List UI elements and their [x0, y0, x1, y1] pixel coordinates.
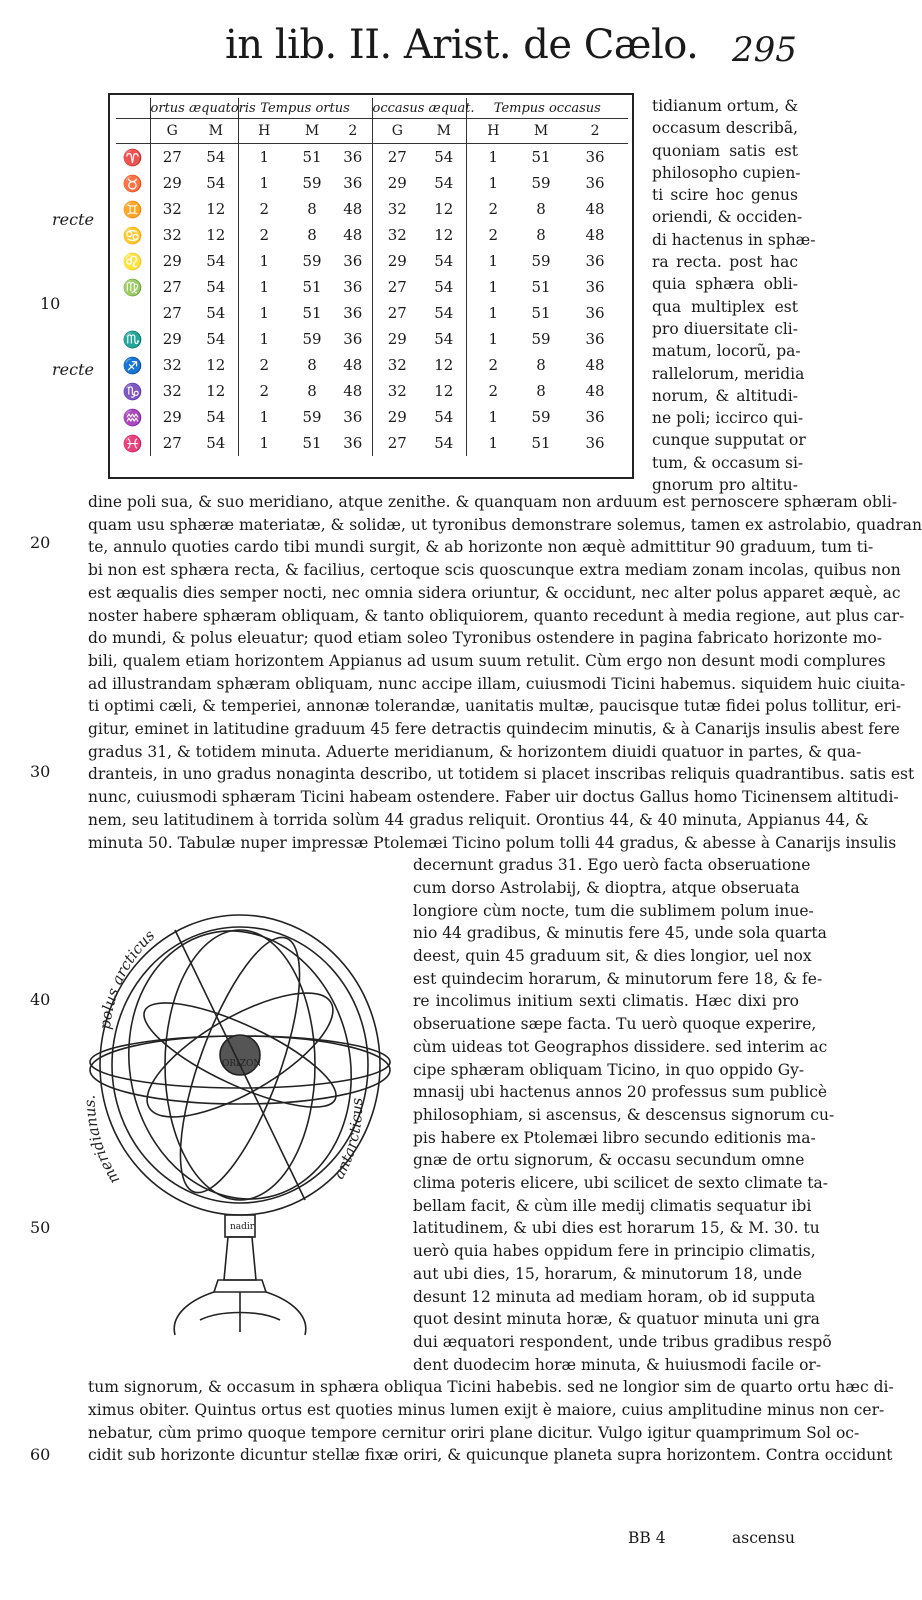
group-header: ortus æquatoris — [150, 98, 238, 119]
line-number: 50 — [30, 1218, 51, 1237]
table-cell: 1 — [238, 274, 290, 300]
group-header: occasus æquat. — [372, 98, 466, 119]
column-header: H — [238, 119, 290, 144]
table-cell: 36 — [343, 278, 363, 296]
table-cell: 1 — [466, 248, 520, 274]
table-cell: 48 — [585, 356, 605, 374]
table-cell: 27 — [150, 274, 194, 300]
table-cell: 29 — [150, 404, 194, 430]
running-head: in lib. II. Arist. de Cælo. — [225, 22, 699, 68]
table-cell: 54 — [206, 330, 226, 348]
table-cell: 48 — [585, 200, 605, 218]
zodiac-sign — [116, 300, 150, 326]
table-cell: 36 — [343, 408, 363, 426]
text-line: cum dorso Astrolabij, & dioptra, atque obseruata — [413, 878, 800, 897]
text-line: re incolimus initium sexti climatis. Hæc dixi pro — [413, 992, 799, 1011]
text-line: oriendi, & occiden- — [652, 208, 803, 227]
table-cell: 32 — [372, 196, 422, 222]
table-cell: 32 — [150, 222, 194, 248]
table-cell: 1 — [466, 274, 520, 300]
table-row — [116, 196, 628, 222]
zodiac-sign: ♋ — [122, 225, 143, 245]
side-label-recte: recte — [52, 210, 94, 229]
page-number: 295 — [732, 30, 797, 70]
table-cell: 8 — [536, 382, 546, 400]
label-nadir: nadir — [230, 1222, 255, 1232]
table-cell: 1 — [238, 248, 290, 274]
text-line: nunc, cuiusmodi sphæram Ticini habeam ostendere. Faber uir doctus Gallus homo Ticinensem altitudi- — [88, 788, 899, 807]
table-cell: 54 — [434, 330, 454, 348]
table-cell: 59 — [531, 174, 551, 192]
label-polus-arcticus: polus arcticus — [95, 926, 159, 1031]
text-line: philosophiam, si ascensus, & descensus signorum cu- — [413, 1105, 835, 1124]
text-line: occasum describã, — [652, 119, 798, 138]
table-cell: 59 — [302, 330, 322, 348]
table-cell: 36 — [585, 330, 605, 348]
text-line: gitur, eminet in latitudine graduum 45 fere detractis quindecim minutis, & à Canarijs insulis abest fere — [88, 720, 900, 739]
table-row — [116, 430, 628, 456]
table-cell: 27 — [372, 300, 422, 326]
text-line: ra recta. post hac — [652, 253, 798, 272]
text-line: noster habere sphæram obliquam, & tanto obliquiorem, quanto recedunt à media regione, aut plus car- — [88, 606, 905, 625]
catchword: ascensu — [732, 1529, 795, 1547]
table-cell: 1 — [466, 144, 520, 171]
table-row — [116, 300, 628, 326]
table-cell: 1 — [238, 300, 290, 326]
table-cell: 51 — [531, 278, 551, 296]
table-row — [116, 222, 628, 248]
zodiac-sign: ♑ — [122, 381, 143, 401]
signature-mark: BB 4 — [628, 1529, 666, 1547]
table-cell: 1 — [466, 430, 520, 456]
text-line: ne poli; iccirco qui- — [652, 409, 804, 428]
column-header: G — [150, 119, 194, 144]
zodiac-sign: ♒ — [122, 407, 143, 427]
text-line: tum, & occasum si- — [652, 453, 804, 472]
table-cell: 59 — [531, 252, 551, 270]
text-line: minuta 50. Tabulæ nuper impressæ Ptolemæi Ticino polum tolli 44 gradus, & abesse à Canarijs insulis — [88, 833, 897, 852]
table-cell: 1 — [466, 404, 520, 430]
sign-column-header — [116, 119, 150, 144]
text-beside-figure — [413, 854, 835, 1376]
table-cell: 29 — [150, 248, 194, 274]
main-text-block — [88, 491, 922, 854]
text-line: dui æquatori respondent, unde tribus gradibus respõ — [413, 1332, 832, 1351]
line-number: 40 — [30, 990, 51, 1009]
text-line: deest, quin 45 graduum sit, & dies longior, uel nox — [413, 947, 812, 965]
table-cell: 12 — [206, 226, 226, 244]
table-cell: 8 — [307, 356, 317, 374]
table-cell: 27 — [150, 430, 194, 456]
table-cell: 59 — [531, 408, 551, 426]
text-line: qua multiplex est — [652, 297, 798, 316]
table-cell: 27 — [150, 144, 194, 171]
column-header: M — [194, 119, 238, 144]
right-column-text — [652, 95, 816, 496]
table-cell: 2 — [466, 222, 520, 248]
zodiac-sign: ♓ — [122, 433, 143, 453]
table-cell: 2 — [238, 378, 290, 404]
table-row — [116, 404, 628, 430]
line-number: 60 — [30, 1445, 51, 1464]
table-cell: 36 — [343, 174, 363, 192]
table-cell: 29 — [372, 170, 422, 196]
table-cell: 54 — [434, 278, 454, 296]
label-antarcticus: antarcticus — [329, 1097, 367, 1182]
text-line: dranteis, in uno gradus nonaginta describo, ut totidem si placet inscribas reliquis quadrantibus. satis est — [88, 765, 915, 784]
table-cell: 27 — [372, 430, 422, 456]
text-line: gnorum pro altitu- — [652, 476, 798, 495]
table-cell: 1 — [238, 326, 290, 352]
earth-globe — [220, 1035, 260, 1075]
table-cell: 54 — [434, 304, 454, 322]
table-cell: 54 — [206, 148, 226, 166]
text-line: obseruatione sæpe facta. Tu uerò quoque experire, — [413, 1015, 817, 1034]
table-cell: 2 — [466, 352, 520, 378]
armillary-sphere-figure — [80, 880, 400, 1345]
zodiac-sign: ♐ — [122, 355, 143, 375]
zodiac-sign: ♊ — [122, 199, 143, 219]
table-cell: 59 — [531, 330, 551, 348]
table-cell: 8 — [307, 226, 317, 244]
text-line: bi non est sphæra recta, & facilius, certoque scis quoscunque extra mediam zonam incolas, quibus non — [88, 561, 901, 580]
text-line: rallelorum, meridia — [652, 364, 805, 383]
table-cell: 2 — [238, 222, 290, 248]
table-cell: 54 — [434, 408, 454, 426]
text-line: ti optimi cæli, & temperiei, annonæ tolerandæ, uanitatis multæ, paucisque tutæ fidei polus tollitur, eri- — [88, 697, 902, 716]
group-header: Tempus occasus — [466, 98, 628, 119]
text-line: nebatur, cùm primo quoque tempore cernitur oriri plane dicitur. Vulgo igitur quamprimum Sol oc- — [88, 1423, 860, 1442]
table-cell: 2 — [238, 196, 290, 222]
zodiac-sign: ♍ — [122, 277, 143, 297]
text-line: clima poteris elicere, ubi scilicet de sexto climate ta- — [413, 1174, 828, 1193]
table-cell: 12 — [434, 356, 454, 374]
table-cell: 51 — [302, 148, 322, 166]
table-cell: 29 — [372, 326, 422, 352]
table-cell: 36 — [343, 434, 363, 452]
table-cell: 2 — [466, 378, 520, 404]
text-line: est æqualis dies semper nocti, nec omnia sidera oriuntur, & occidunt, nec alter polus apparet æquè, ac — [88, 583, 901, 602]
table-cell: 8 — [307, 382, 317, 400]
table-cell: 48 — [343, 382, 363, 400]
table-row — [116, 170, 628, 196]
text-line: gradus 31, & totidem minuta. Aduerte meridianum, & horizontem diuidi quatuor in partes, & qua- — [88, 742, 862, 761]
table-cell: 51 — [302, 434, 322, 452]
label-orizon: ORIZON — [222, 1059, 262, 1069]
column-header: M — [520, 119, 562, 144]
table-cell: 51 — [302, 278, 322, 296]
table-cell: 54 — [206, 408, 226, 426]
text-line: decernunt gradus 31. Ego uerò facta obseruatione — [413, 856, 811, 875]
text-line: mnasij ubi hactenus annos 20 professus sum publicè — [413, 1083, 828, 1102]
table-cell: 36 — [585, 278, 605, 296]
table-cell: 32 — [150, 378, 194, 404]
table-cell: 8 — [536, 356, 546, 374]
group-header: Tempus ortus — [238, 98, 372, 119]
table-cell: 36 — [343, 148, 363, 166]
column-header: G — [372, 119, 422, 144]
text-line: desunt 12 minuta ad mediam horam, ob id supputa — [413, 1287, 816, 1306]
zodiac-sign: ♏ — [122, 329, 143, 349]
table-cell: 1 — [238, 430, 290, 456]
closing-text-block — [88, 1376, 894, 1467]
text-line: aut ubi dies, 15, horarum, & minutorum 18, unde — [413, 1264, 803, 1283]
table-cell: 1 — [238, 404, 290, 430]
text-line: uerò quia habes oppidum fere in principio climatis, — [413, 1242, 816, 1261]
table-cell: 1 — [238, 144, 290, 171]
table-cell: 8 — [536, 200, 546, 218]
table-cell: 51 — [531, 148, 551, 166]
text-line: philosopho cupien- — [652, 163, 801, 182]
column-header: M — [290, 119, 334, 144]
line-number: 10 — [40, 294, 61, 313]
table-cell: 1 — [466, 300, 520, 326]
table-cell: 51 — [302, 304, 322, 322]
text-line: ti scire hoc genus — [652, 186, 798, 205]
text-line: gnæ de ortu signorum, & occasu secundum omne — [413, 1151, 805, 1170]
table-cell: 54 — [434, 252, 454, 270]
text-line: norum, & altitudi- — [652, 386, 798, 405]
text-line: ximus obiter. Quintus ortus est quoties minus lumen exijt è maiore, cuius amplitudine minus non cer- — [88, 1401, 885, 1419]
table-row — [116, 274, 628, 300]
table-cell: 54 — [206, 174, 226, 192]
text-line: cùm uideas tot Geographos dissidere. sed interim ac — [413, 1037, 828, 1056]
text-line: cunque supputat or — [652, 431, 806, 450]
table-cell: 12 — [434, 382, 454, 400]
table-cell: 36 — [585, 174, 605, 192]
table-cell: 29 — [372, 404, 422, 430]
label-meridianus: meridianus. — [80, 1094, 124, 1188]
zodiac-sign: ♌ — [122, 251, 143, 271]
table-cell: 36 — [585, 148, 605, 166]
table-cell: 12 — [434, 226, 454, 244]
table-cell: 59 — [302, 408, 322, 426]
table-cell: 12 — [206, 200, 226, 218]
table-cell: 8 — [536, 226, 546, 244]
table-cell: 12 — [206, 382, 226, 400]
text-line: ad illustrandam sphæram obliquam, nunc accipe illam, cuiusmodi Ticini habemus. siquidem huic ciuita- — [88, 674, 906, 693]
table-cell: 48 — [585, 226, 605, 244]
table-cell: 12 — [434, 200, 454, 218]
text-line: di hactenus in sphæ- — [652, 230, 816, 249]
text-line: quoniam satis est — [652, 141, 798, 160]
table-row — [116, 352, 628, 378]
table-cell: 36 — [585, 252, 605, 270]
column-header: H — [466, 119, 520, 144]
text-line: longiore cùm nocte, tum die sublimem polum inue- — [413, 901, 814, 920]
text-line: quia sphæra obli- — [652, 275, 798, 294]
table-cell: 1 — [238, 170, 290, 196]
table-cell: 1 — [466, 170, 520, 196]
column-header: M — [422, 119, 466, 144]
table-cell: 29 — [372, 248, 422, 274]
zodiac-sign: ♉ — [122, 173, 143, 193]
text-line: tum signorum, & occasum in sphæra obliqua Ticini habebis. sed ne longior sim de quarto ortu hæc di- — [88, 1378, 894, 1397]
table-cell: 54 — [434, 174, 454, 192]
text-line: quam usu sphæræ materiatæ, & solidæ, ut tyronibus demonstrare solemus, tamen ex astrolabio, quadran — [88, 515, 922, 534]
table-cell: 51 — [531, 304, 551, 322]
column-header: 2 — [562, 119, 628, 144]
text-line: te, annulo quoties cardo tibi mundi surgit, & ab horizonte non æquè admittitur 90 graduum, tum ti- — [88, 538, 874, 557]
table-cell: 59 — [302, 174, 322, 192]
table-cell: 54 — [206, 434, 226, 452]
table-cell: 29 — [150, 170, 194, 196]
table-cell: 48 — [343, 200, 363, 218]
line-number: 20 — [30, 533, 51, 552]
text-line: bili, qualem etiam horizontem Appianus ad usum suum retulit. Cùm ergo non desunt modi complures — [88, 651, 886, 670]
table-cell: 54 — [434, 148, 454, 166]
text-line: tidianum ortum, & — [652, 97, 799, 115]
text-line: dine poli sua, & suo meridiano, atque zenithe. & quanquam non arduum est pernoscere sphæram obli- — [88, 493, 898, 511]
side-label-recte: recte — [52, 360, 94, 379]
column-header: 2 — [334, 119, 372, 144]
table-cell: 48 — [585, 382, 605, 400]
table-cell: 2 — [466, 196, 520, 222]
table-cell: 12 — [206, 356, 226, 374]
table-cell: 29 — [150, 326, 194, 352]
table-cell: 27 — [150, 300, 194, 326]
text-line: pis habere ex Ptolemæi libro secundo editionis ma- — [413, 1128, 816, 1147]
table-cell: 36 — [585, 408, 605, 426]
text-line: cipe sphæram obliquam Ticino, in quo oppido Gy- — [413, 1060, 805, 1079]
table-cell: 32 — [150, 196, 194, 222]
header-spacer — [116, 98, 150, 119]
text-line: quot desint minuta horæ, & quatuor minuta uni gra — [413, 1310, 820, 1329]
text-line: bellam facit, & cùm ille medij climatis sequatur ibi — [413, 1196, 812, 1215]
table-cell: 27 — [372, 144, 422, 171]
text-line: cidit sub horizonte dicuntur stellæ fixæ oriri, & quicunque planeta supra horizontem. Contra occidunt — [88, 1446, 893, 1465]
text-line: pro diuersitate cli- — [652, 319, 798, 338]
table-row — [116, 144, 628, 171]
line-number: 30 — [30, 762, 51, 781]
table-cell: 54 — [206, 252, 226, 270]
text-line: est quindecim horarum, & minutorum fere 18, & fe- — [413, 969, 823, 988]
table-cell: 54 — [206, 304, 226, 322]
table-row — [116, 248, 628, 274]
table-cell: 32 — [150, 352, 194, 378]
table-cell: 48 — [343, 356, 363, 374]
table-cell: 59 — [302, 252, 322, 270]
table-cell: 54 — [206, 278, 226, 296]
table-cell: 54 — [434, 434, 454, 452]
table-cell: 51 — [531, 434, 551, 452]
table-cell: 32 — [372, 222, 422, 248]
table-row — [116, 326, 628, 352]
text-line: latitudinem, & ubi dies est horarum 15, & M. 30. tu — [413, 1219, 820, 1238]
table-cell: 36 — [585, 304, 605, 322]
table-cell: 36 — [343, 304, 363, 322]
table-cell: 27 — [372, 274, 422, 300]
table-cell: 8 — [307, 200, 317, 218]
text-line: nio 44 gradibus, & minutis fere 45, unde sola quarta — [413, 924, 827, 943]
table-cell: 32 — [372, 352, 422, 378]
table-row — [116, 378, 628, 404]
zodiac-sign: ♈ — [122, 147, 143, 167]
table-cell: 36 — [343, 330, 363, 348]
table-cell: 36 — [343, 252, 363, 270]
table-cell: 36 — [585, 434, 605, 452]
table-cell: 1 — [466, 326, 520, 352]
table-cell: 32 — [372, 378, 422, 404]
table-cell: 2 — [238, 352, 290, 378]
text-line: nem, seu latitudinem à torrida solùm 44 gradus reliquit. Orontius 44, & 40 minuta, Appianus 44, & — [88, 810, 869, 829]
ascension-table — [116, 98, 628, 456]
table-cell: 48 — [343, 226, 363, 244]
text-line: dent duodecim horæ minuta, & huiusmodi facile or- — [413, 1355, 822, 1374]
text-line: do mundi, & polus eleuatur; quod etiam soleo Tyronibus ostendere in pagina fabricato horizonte mo- — [88, 629, 882, 648]
text-line: matum, locorũ, pa- — [652, 342, 801, 361]
